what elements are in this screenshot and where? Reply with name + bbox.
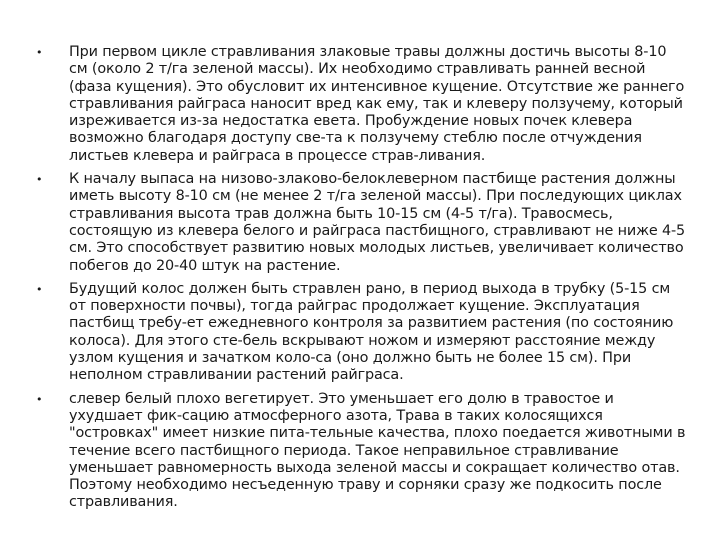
bullet-item-1	[36, 44, 686, 165]
bullet-text: К началу выпаса на низово-злаково-белоклеверном пастбище растения должны иметь высоту 8-10 см (не менее 2 т/га зеленой массы). При последующих циклах стравливания высота трав должна быть 10-15 см (4-5 т/га). Травосмесь, состоящую из клевера белого и райграса пастбищного, стравливают не ниже 4-5 см. Это способствует развитию новых молодых листьев, увеличивает количество побегов до 20-40 штук на растение.	[69, 171, 686, 274]
bullet-list	[36, 44, 686, 518]
bullet-marker: •	[36, 392, 43, 406]
bullet-text: При первом цикле стравливания злаковые травы должны достичь высоты 8-10 см (около 2 т/га зеленой массы). Их необходимо стравливать ранней весной (фаза кущения). Это обусловит их интенсивное кущение. Отсутствие же раннего стравливания райграса наносит вред как ему, так и клеверу ползучему, который изреживается из-за недостатка евета. Пробуждение новых почек клевера возможно благодаря доступу све-та к ползучему стеблю после отчуждения листьев клевера и райграса в процессе страв-ливания.	[69, 44, 685, 164]
bullet-item-4	[36, 391, 686, 512]
bullet-item-2	[36, 171, 686, 275]
bullet-marker: •	[36, 46, 43, 59]
bullet-marker: •	[36, 282, 43, 296]
bullet-marker: •	[36, 173, 43, 187]
bullet-item-3	[36, 281, 686, 385]
bullet-text: Будущий колос должен быть стравлен рано, в период выхода в трубку (5-15 см от поверхности почвы), тогда райграс продолжает кущение. Эксплуатация пастбищ требу-ет ежедневного контроля за развитием растения (по состоянию колоса). Для этого сте-бель вскрывают ножом и измеряют расстояние между узлом кущения и зачатком коло-са (оно должно быть не более 15 см). При неполном стравливании растений райграса.	[69, 280, 674, 384]
bullet-text: слевер белый плохо вегетирует. Это уменьшает его долю в травостое и ухудшает фик-сацию атмосферного азота, Трава в таких колосящихся "островках" имеет низкие пита-тельные качества, плохо поедается животными в течение всего пастбищного периода. Такое неправильное стравливание уменьшает равномерность выхода зеленой массы и сокращает количество отав. Поэтому необходимо несъеденную траву и сорняки сразу же подкосить после стравливания.	[69, 390, 686, 511]
